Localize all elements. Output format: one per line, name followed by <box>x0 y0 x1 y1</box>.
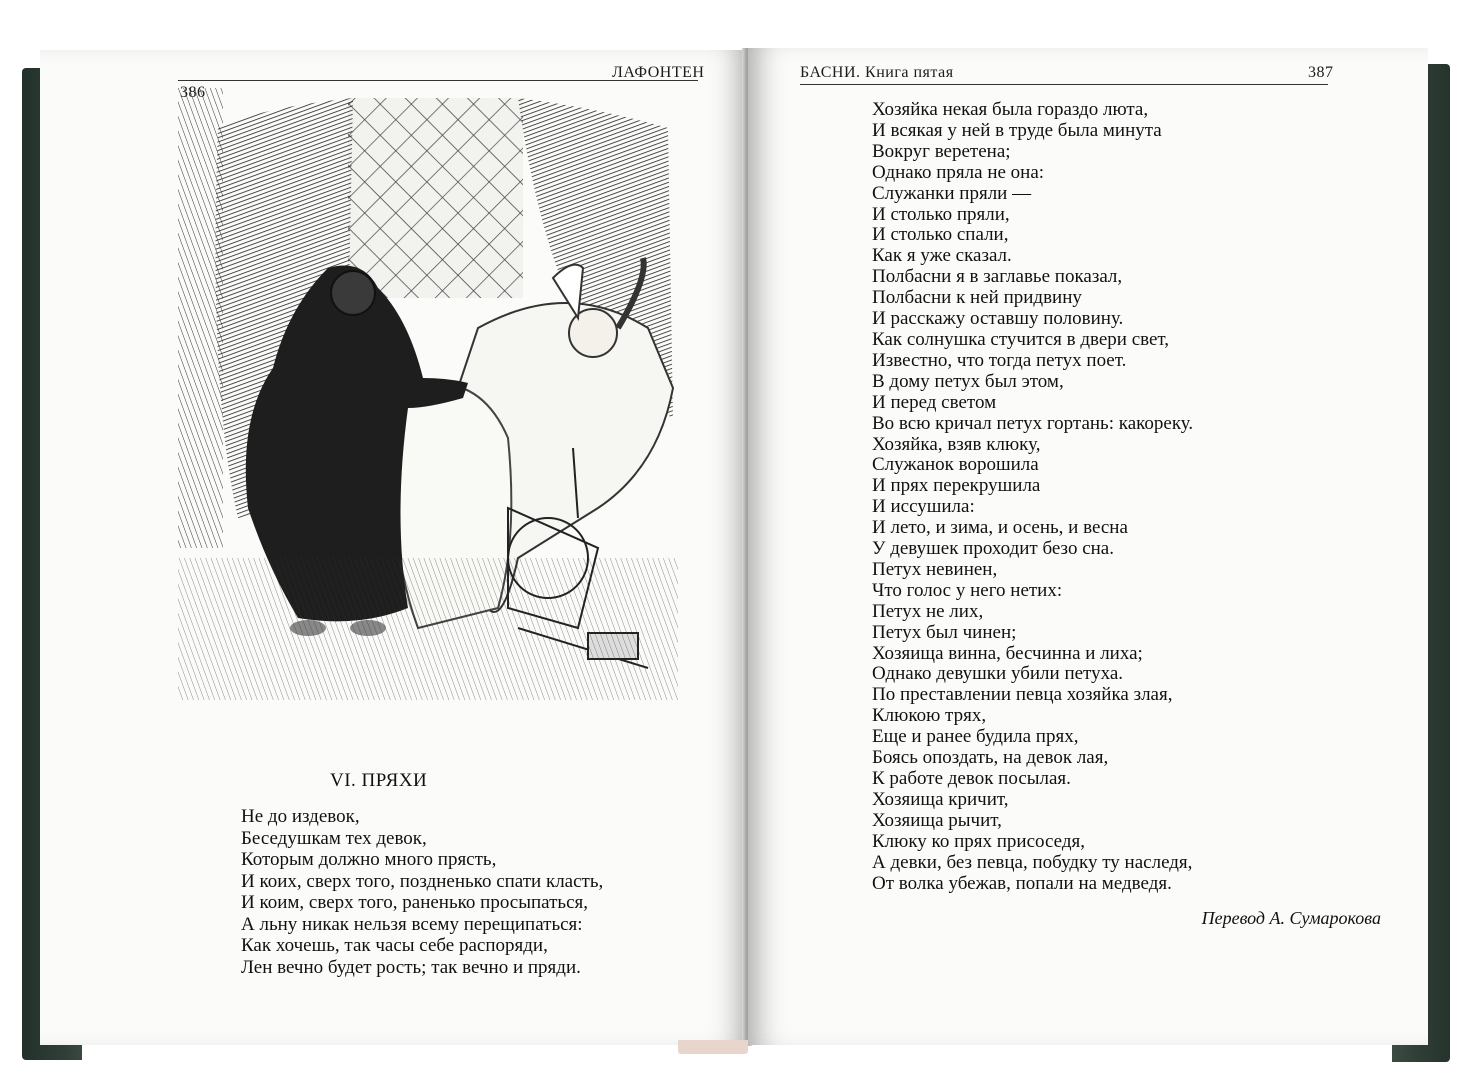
verse-line: Еще и ранее будила прях, <box>872 726 1079 748</box>
right-running-head: БАСНИ. Книга пятая <box>800 64 954 81</box>
verse-line: Петух был чинен; <box>872 621 1017 643</box>
verse-line: Однако девушки убили петуха. <box>872 663 1124 685</box>
verse-line: Полбасни к ней придвину <box>872 287 1082 309</box>
verse-line: Беседушкам тех девок, <box>241 827 427 849</box>
verse-line: Петух невинен, <box>872 558 998 580</box>
verse-line: А льну никак нельзя всему перещипаться: <box>241 913 583 935</box>
verse-line: От волка убежав, попали на медведя. <box>872 872 1172 894</box>
verse-line: Хозяйка, взяв клюку, <box>872 433 1041 455</box>
verse-line: И всякая у ней в труде была минута <box>872 119 1162 141</box>
right-verse <box>872 100 1193 894</box>
verse-line: У девушек проходит безо сна. <box>872 538 1114 560</box>
verse-line: Что голос у него нетих: <box>872 579 1063 601</box>
verse-line: Хозяйка некая была гораздо люта, <box>872 99 1149 120</box>
illustration <box>178 88 678 700</box>
verse-line: Во всю кричал петух гортань: какореку. <box>872 412 1194 434</box>
wall-shading <box>178 88 223 548</box>
verse-line: Как я уже сказал. <box>872 245 1012 267</box>
right-page-number: 387 <box>1308 64 1334 81</box>
poem-title: VI. ПРЯХИ <box>330 770 428 791</box>
verse-line: Известно, что тогда петух поет. <box>872 349 1127 371</box>
verse-line: Клюку ко прях присоседя, <box>872 830 1085 852</box>
left-running-head: ЛАФОНТЕН <box>612 64 705 81</box>
verse-line: Петух не лих, <box>872 600 984 622</box>
verse-line: Полбасни я в заглавье показал, <box>872 266 1123 288</box>
verse-line: Как солнушка стучится в двери свет, <box>872 328 1170 350</box>
verse-line: Клюкою трях, <box>872 705 987 727</box>
translation-credit: Перевод А. Сумарокова <box>1201 908 1381 928</box>
verse-line: И лето, и зима, и осень, и весна <box>872 517 1128 539</box>
verse-line: И столько спали, <box>872 224 1009 246</box>
verse-line: Как хочешь, так часы себе распоряди, <box>241 935 548 956</box>
verse-line: Однако пряла не она: <box>872 161 1045 183</box>
verse-line: Хозяища винна, бесчинна и лиха; <box>872 642 1143 664</box>
verse-line: Хозяища рычит, <box>872 809 1002 831</box>
verse-line: И коих, сверх того, поздненько спати класть, <box>241 870 604 892</box>
verse-line: И коим, сверх того, раненько просыпаться, <box>241 892 589 913</box>
verse-line: И столько пряли, <box>872 203 1010 225</box>
old-woman-head <box>331 271 375 315</box>
verse-line: И расскажу оставшу половину. <box>872 308 1124 330</box>
spine-bookmark <box>678 1040 748 1054</box>
verse-line: Хозяища кричит, <box>872 788 1009 810</box>
verse-line: Которым должно много прясть, <box>241 849 497 870</box>
verse-line: Боясь опоздать, на девок лая, <box>872 747 1109 769</box>
left-head-rule <box>178 80 698 81</box>
verse-line: Служанки пряли — <box>872 182 1032 204</box>
verse-line: Лен вечно будет рость; так вечно и пряди. <box>241 956 581 978</box>
left-verse <box>241 806 603 978</box>
verse-line: К работе девок посылая. <box>872 768 1071 789</box>
verse-line: В дому петух был этом, <box>872 370 1064 392</box>
verse-line: Служанок ворошила <box>872 454 1039 476</box>
lattice-window <box>348 98 523 298</box>
floor <box>178 558 678 700</box>
verse-line: И прях перекрушила <box>872 475 1041 497</box>
verse-line: Не до издевок, <box>241 806 360 827</box>
verse-line: По преставлении певца хозяйка злая, <box>872 684 1173 706</box>
right-head-rule <box>800 84 1328 85</box>
verse-line: Вокруг веретена; <box>872 140 1011 162</box>
verse-line: И перед светом <box>872 391 997 413</box>
verse-line: А девки, без певца, побудку ту наследя, <box>872 851 1193 873</box>
verse-line: И иссушила: <box>872 496 975 518</box>
